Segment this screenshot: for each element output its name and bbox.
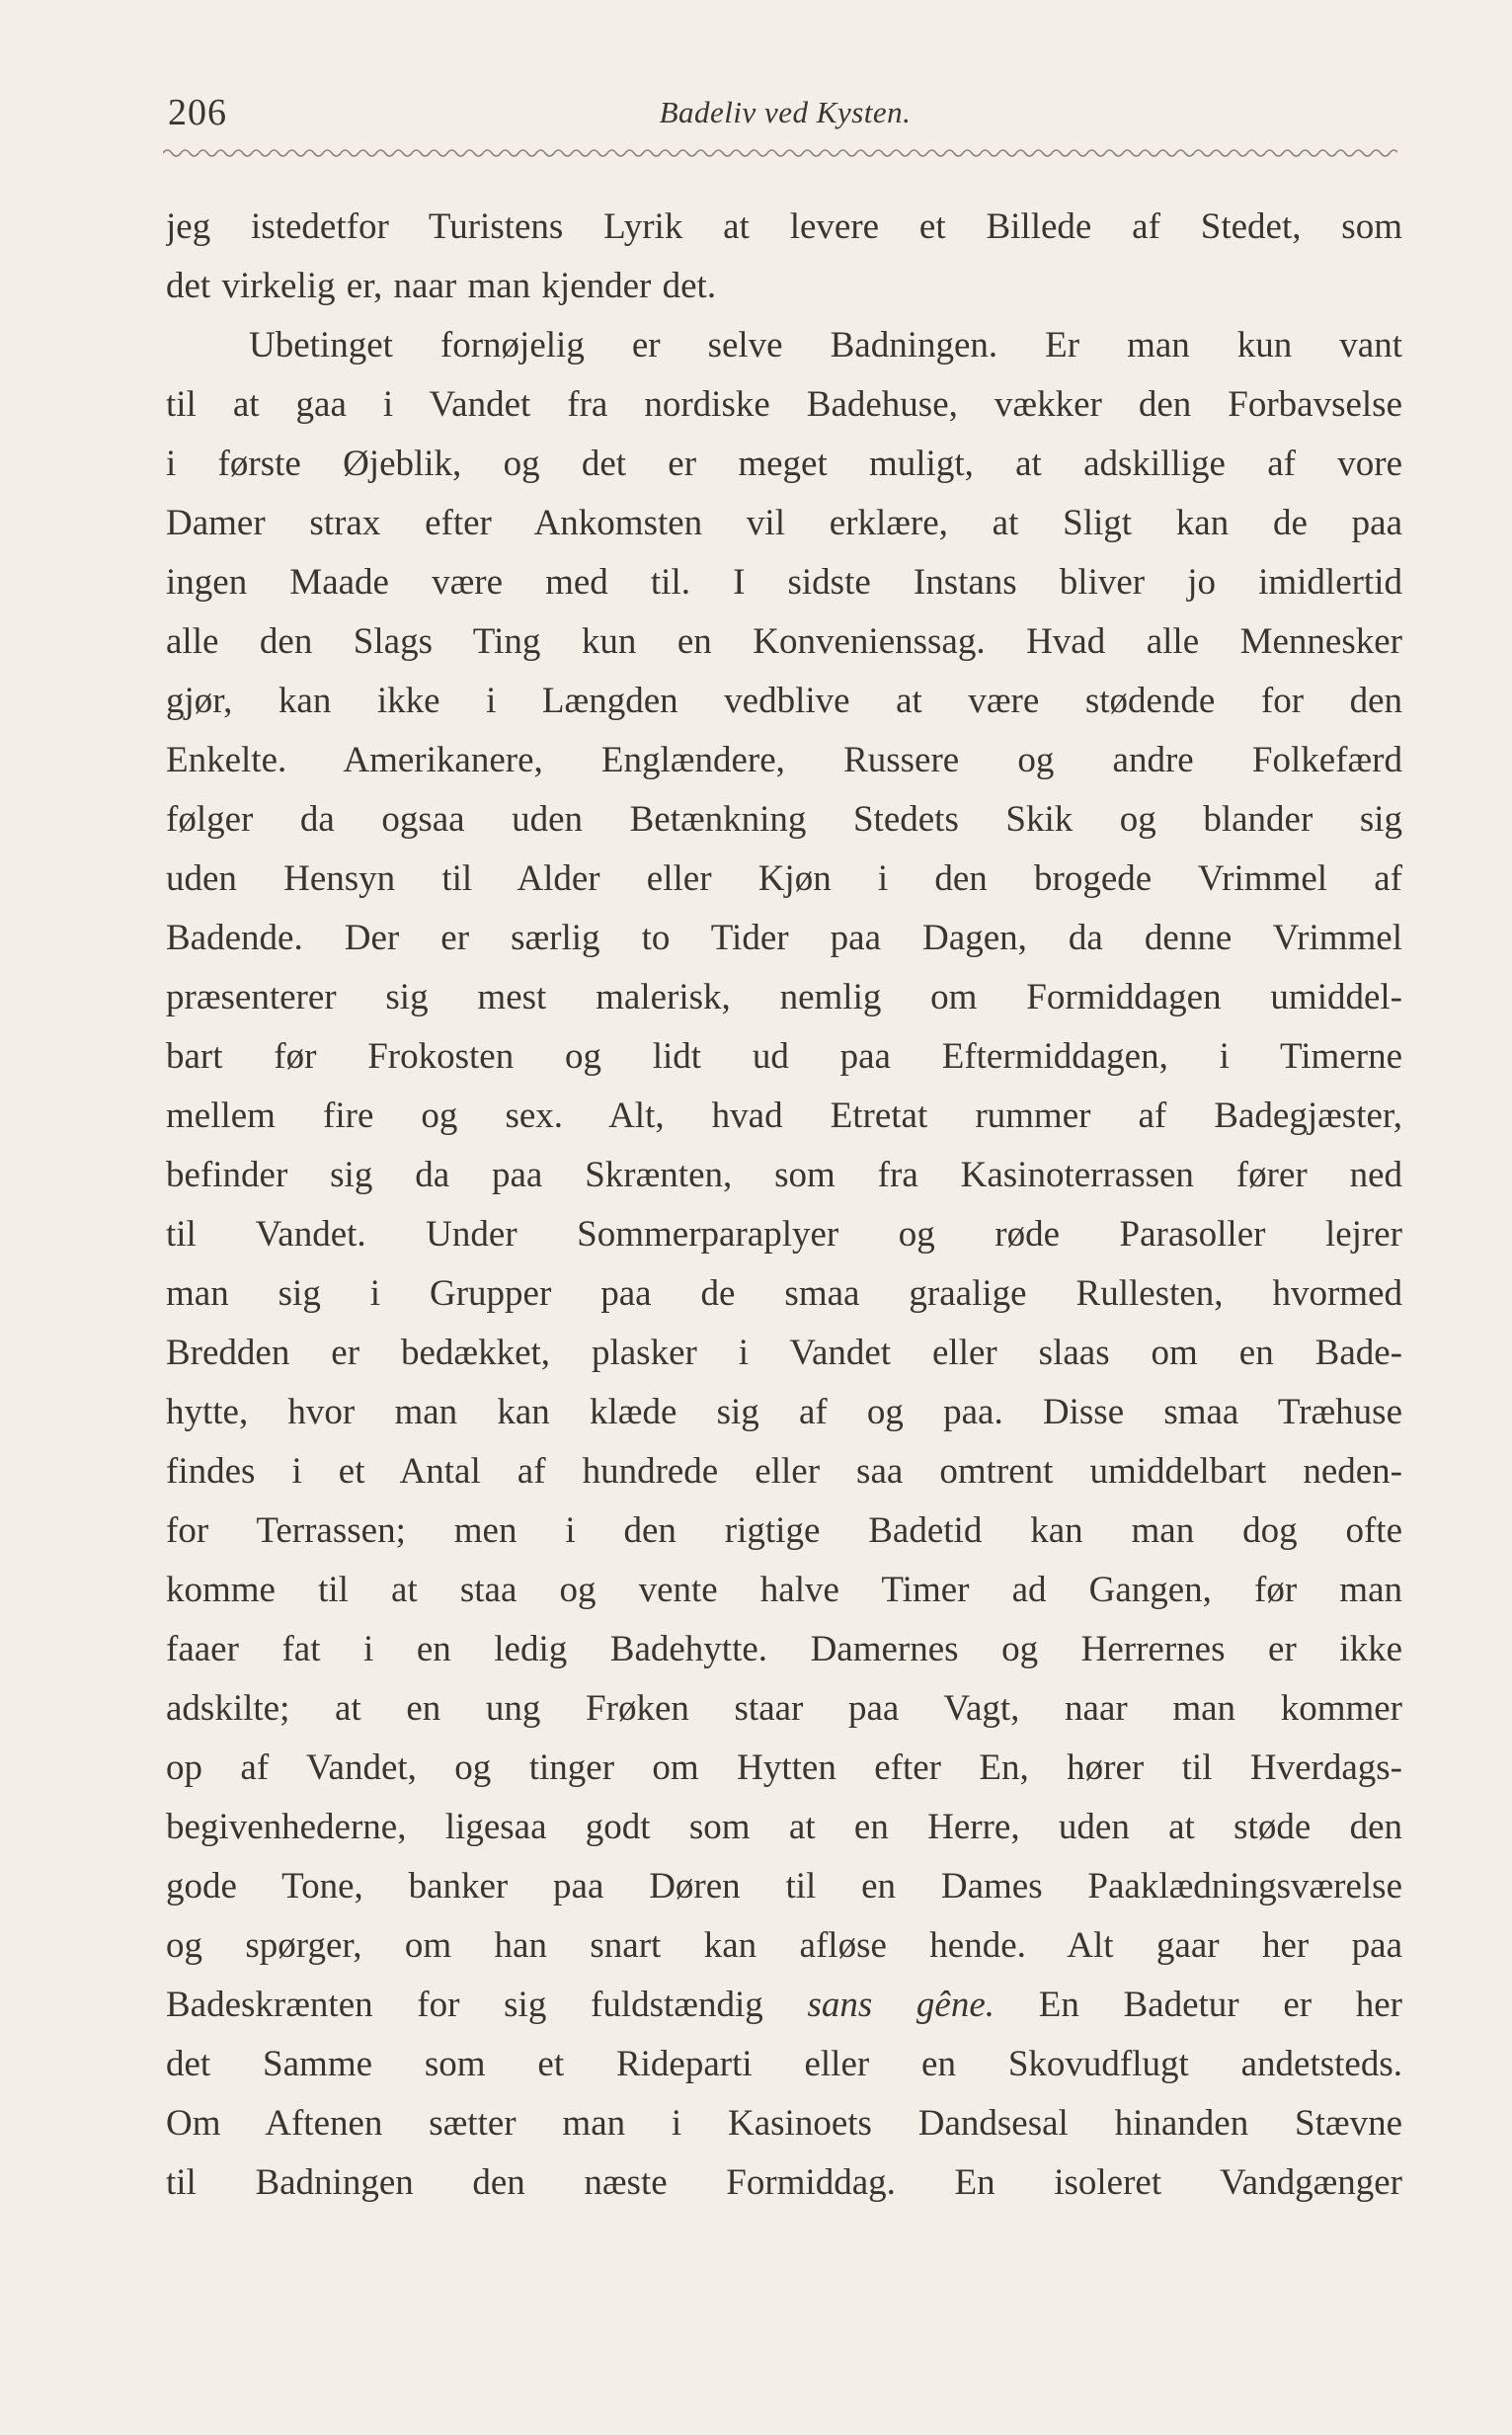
text-line: bart før Frokosten og lidt ud paa Eftermiddagen, i Timerne bbox=[166, 1036, 1402, 1077]
text-line: befinder sig da paa Skrænten, som fra Kasinoterrassen fører ned bbox=[166, 1155, 1402, 1195]
text-line: mellem fire og sex. Alt, hvad Etretat rummer af Badegjæster, bbox=[166, 1096, 1402, 1136]
text-line: præsenterer sig mest malerisk, nemlig om Formiddagen umiddel- bbox=[166, 977, 1402, 1017]
text-line: alle den Slags Ting kun en Konvenienssag. Hvad alle Mennesker bbox=[166, 621, 1402, 662]
text-line: findes i et Antal af hundrede eller saa omtrent umiddelbart neden- bbox=[166, 1451, 1402, 1492]
text-line: til Badningen den næste Formiddag. En isoleret Vandgænger bbox=[166, 2162, 1402, 2203]
text-fragment: En Badetur er her bbox=[1038, 1985, 1402, 2025]
text-line: adskilte; at en ung Frøken staar paa Vagt, naar man kommer bbox=[166, 1688, 1402, 1729]
text-line: Enkelte. Amerikanere, Englændere, Russere og andre Folkefærd bbox=[166, 740, 1402, 780]
text-line: i første Øjeblik, og det er meget muligt, at adskillige af vore bbox=[166, 444, 1402, 484]
text-line: Badende. Der er særlig to Tider paa Dagen, da denne Vrimmel bbox=[166, 918, 1402, 958]
text-line: gode Tone, banker paa Døren til en Dames Paaklædningsværelse bbox=[166, 1866, 1402, 1907]
italic-phrase: sans gêne. bbox=[807, 1985, 995, 2025]
text-line: til at gaa i Vandet fra nordiske Badehuse, vækker den Forbavselse bbox=[166, 384, 1402, 425]
text-line: faaer fat i en ledig Badehytte. Damernes og Herrernes er ikke bbox=[166, 1629, 1402, 1669]
running-title: Badeliv ved Kysten. bbox=[659, 95, 912, 129]
text-line: og spørger, om han snart kan afløse hende. Alt gaar her paa bbox=[166, 1925, 1402, 1966]
page-number: 206 bbox=[168, 92, 227, 133]
page-header bbox=[168, 91, 1402, 150]
text-line: Ubetinget fornøjelig er selve Badningen. Er man kun vant bbox=[249, 325, 1402, 365]
text-line: uden Hensyn til Alder eller Kjøn i den brogede Vrimmel af bbox=[166, 858, 1402, 899]
text-line: følger da ogsaa uden Betænkning Stedets Skik og blander sig bbox=[166, 799, 1402, 840]
text-line: op af Vandet, og tinger om Hytten efter En, hører til Hverdags- bbox=[166, 1747, 1402, 1788]
text-line: man sig i Grupper paa de smaa graalige Rullesten, hvormed bbox=[166, 1273, 1402, 1314]
text-line: komme til at staa og vente halve Timer ad Gangen, før man bbox=[166, 1570, 1402, 1610]
text-line: det virkelig er, naar man kjender det. bbox=[166, 266, 717, 306]
text-line: begivenhederne, ligesaa godt som at en Herre, uden at støde den bbox=[166, 1807, 1402, 1847]
text-line: til Vandet. Under Sommerparaplyer og røde Parasoller lejrer bbox=[166, 1214, 1402, 1255]
text-fragment: Badeskrænten for sig fuldstændig bbox=[166, 1985, 763, 2025]
text-line: Damer strax efter Ankomsten vil erklære, at Sligt kan de paa bbox=[166, 503, 1402, 543]
text-line: Om Aftenen sætter man i Kasinoets Dandsesal hinanden Stævne bbox=[166, 2103, 1402, 2144]
text-line: for Terrassen; men i den rigtige Badetid kan man dog ofte bbox=[166, 1510, 1402, 1551]
text-line: hytte, hvor man kan klæde sig af og paa. Disse smaa Træhuse bbox=[166, 1392, 1402, 1432]
text-line-with-italic bbox=[166, 1976, 1402, 2035]
text-line: det Samme som et Rideparti eller en Skovudflugt andetsteds. bbox=[166, 2044, 1402, 2084]
body-text bbox=[166, 198, 1402, 2213]
text-line: ingen Maade være med til. I sidste Instans bliver jo imidlertid bbox=[166, 562, 1402, 603]
text-line: jeg istedetfor Turistens Lyrik at levere et Billede af Stedet, som bbox=[166, 206, 1402, 247]
decorative-wavy-rule bbox=[163, 146, 1397, 160]
text-line: gjør, kan ikke i Længden vedblive at være stødende for den bbox=[166, 681, 1402, 721]
text-line: Bredden er bedækket, plasker i Vandet eller slaas om en Bade- bbox=[166, 1333, 1402, 1373]
